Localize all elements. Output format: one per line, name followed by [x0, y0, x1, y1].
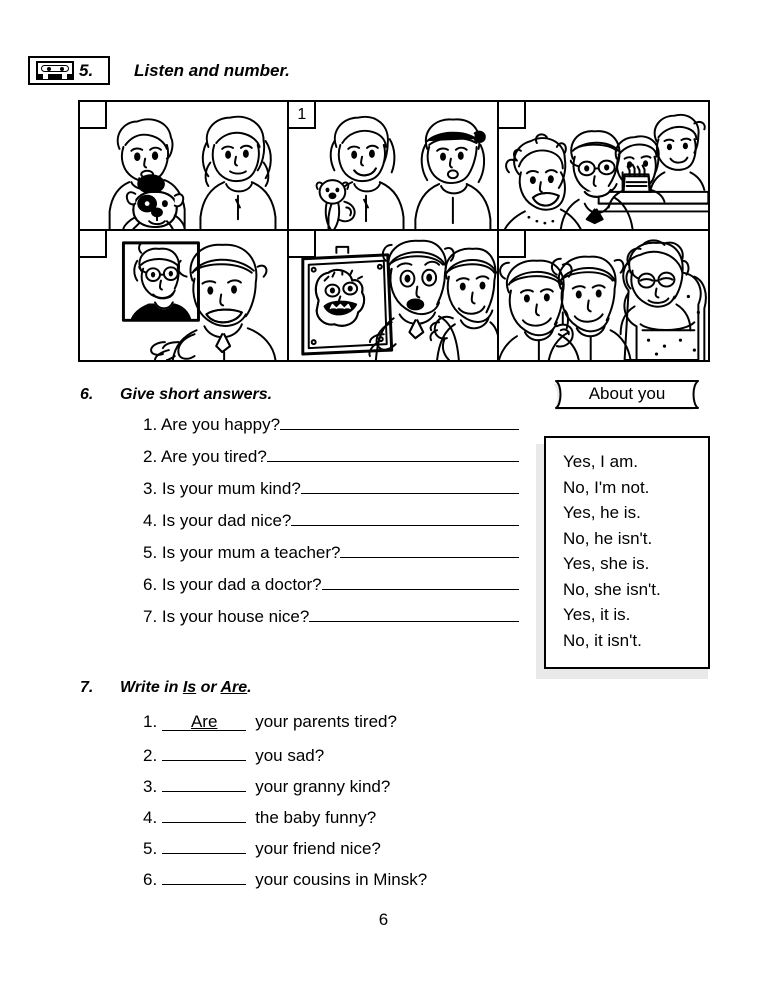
- picture-panel-6[interactable]: [499, 231, 708, 360]
- fill-in-blank[interactable]: [162, 805, 246, 823]
- question-row: [143, 510, 519, 542]
- fill-in-blank[interactable]: [162, 867, 246, 885]
- page-number: 6: [378, 910, 389, 929]
- exercise-7-title-after: .: [247, 679, 252, 696]
- question-row: [143, 574, 519, 606]
- fill-in-row: [143, 712, 543, 743]
- exercise-5-number: 5.: [79, 61, 94, 80]
- panel-1-artwork: [80, 102, 287, 229]
- item-number: 1.: [143, 712, 158, 731]
- exercise-7-number: 7.: [80, 679, 94, 696]
- exercise-5-header: [28, 56, 290, 85]
- item-text: your parents tired?: [255, 712, 397, 731]
- answer-blank[interactable]: [301, 478, 519, 494]
- exercise-6-title: Give short answers.: [120, 386, 273, 403]
- picture-panel-1[interactable]: [80, 102, 289, 231]
- about-you-label: About you: [588, 384, 666, 403]
- panel-4-answer-box[interactable]: [80, 231, 107, 258]
- exercise-7-word-are: Are: [220, 679, 248, 696]
- question-text: 6. Is your dad a doctor?: [143, 575, 322, 594]
- question-text: 1. Are you happy?: [143, 415, 281, 434]
- about-you-banner: [546, 379, 708, 410]
- answer-blank[interactable]: [291, 510, 519, 526]
- cassette-number-box: [28, 56, 110, 85]
- answer-blank[interactable]: [340, 542, 519, 558]
- panel-6-artwork: [499, 231, 708, 360]
- panel-3-artwork: [499, 102, 708, 229]
- panel-1-answer-box[interactable]: [80, 102, 107, 129]
- answer-blank[interactable]: [267, 446, 519, 462]
- answer-blank[interactable]: [322, 574, 519, 590]
- short-answer-line: No, it isn't.: [563, 630, 642, 650]
- panel-5-artwork: [289, 231, 496, 360]
- panel-4-artwork: [80, 231, 287, 360]
- item-number: 6.: [143, 870, 158, 889]
- exercise-7-word-is: Is: [182, 679, 197, 696]
- item-number: 4.: [143, 808, 158, 827]
- fill-in-row: [143, 774, 543, 805]
- item-text: your cousins in Minsk?: [255, 870, 428, 889]
- short-answer-line: Yes, she is.: [563, 554, 650, 573]
- short-answer-line: No, I'm not.: [563, 477, 650, 497]
- item-text: the baby funny?: [255, 808, 377, 827]
- answer-blank[interactable]: [309, 606, 519, 622]
- fill-in-blank[interactable]: [162, 774, 246, 792]
- exercise-6-number: 6.: [80, 386, 94, 403]
- item-number: 2.: [143, 746, 158, 765]
- short-answer-line: Yes, he is.: [563, 503, 641, 522]
- panel-2-answer-box[interactable]: 1: [289, 102, 316, 129]
- item-number: 5.: [143, 839, 158, 858]
- answer-blank[interactable]: [280, 414, 519, 430]
- exercise-7-header: [80, 679, 252, 697]
- item-text: your granny kind?: [255, 777, 391, 796]
- question-text: 5. Is your mum a teacher?: [143, 543, 341, 562]
- picture-panel-3[interactable]: [499, 102, 708, 231]
- exercise-7-title-middle: or: [196, 679, 221, 696]
- fill-in-row: [143, 836, 543, 867]
- picture-panel-4[interactable]: [80, 231, 289, 360]
- fill-in-row: [143, 743, 543, 774]
- cassette-icon: [36, 61, 74, 80]
- item-text: your friend nice?: [255, 839, 381, 858]
- exercise-6-question-list: [143, 414, 519, 638]
- about-you-help-box: [544, 436, 710, 669]
- question-row: [143, 478, 519, 510]
- fill-in-blank[interactable]: [162, 743, 246, 761]
- picture-panel-2[interactable]: [289, 102, 498, 231]
- short-answer-line: Yes, I am.: [563, 452, 638, 471]
- short-answer-line: Yes, it is.: [563, 605, 631, 624]
- picture-panel-5[interactable]: [289, 231, 498, 360]
- panel-3-answer-box[interactable]: [499, 102, 526, 129]
- exercise-7-item-list: [143, 712, 543, 898]
- fill-in-blank[interactable]: [162, 713, 246, 731]
- question-text: 4. Is your dad nice?: [143, 511, 292, 530]
- short-answer-line: No, he isn't.: [563, 528, 653, 548]
- fill-in-blank[interactable]: [162, 836, 246, 854]
- panel-2-artwork: [289, 102, 496, 229]
- exercise-5-title: Listen and number.: [134, 60, 290, 80]
- question-text: 7. Is your house nice?: [143, 607, 310, 626]
- picture-grid: [78, 100, 710, 362]
- short-answer-line: No, she isn't.: [563, 579, 661, 599]
- question-row: [143, 446, 519, 478]
- exercise-7-title-before: Write in: [120, 679, 183, 696]
- question-text: 2. Are you tired?: [143, 447, 267, 466]
- panel-6-answer-box[interactable]: [499, 231, 526, 258]
- exercise-6-header: [80, 386, 272, 404]
- panel-5-answer-box[interactable]: [289, 231, 316, 258]
- fill-in-row: [143, 867, 543, 898]
- item-text: you sad?: [255, 746, 325, 765]
- filled-answer: Are: [190, 712, 218, 731]
- question-text: 3. Is your mum kind?: [143, 479, 301, 498]
- item-number: 3.: [143, 777, 158, 796]
- fill-in-row: [143, 805, 543, 836]
- question-row: [143, 606, 519, 638]
- question-row: [143, 542, 519, 574]
- question-row: [143, 414, 519, 446]
